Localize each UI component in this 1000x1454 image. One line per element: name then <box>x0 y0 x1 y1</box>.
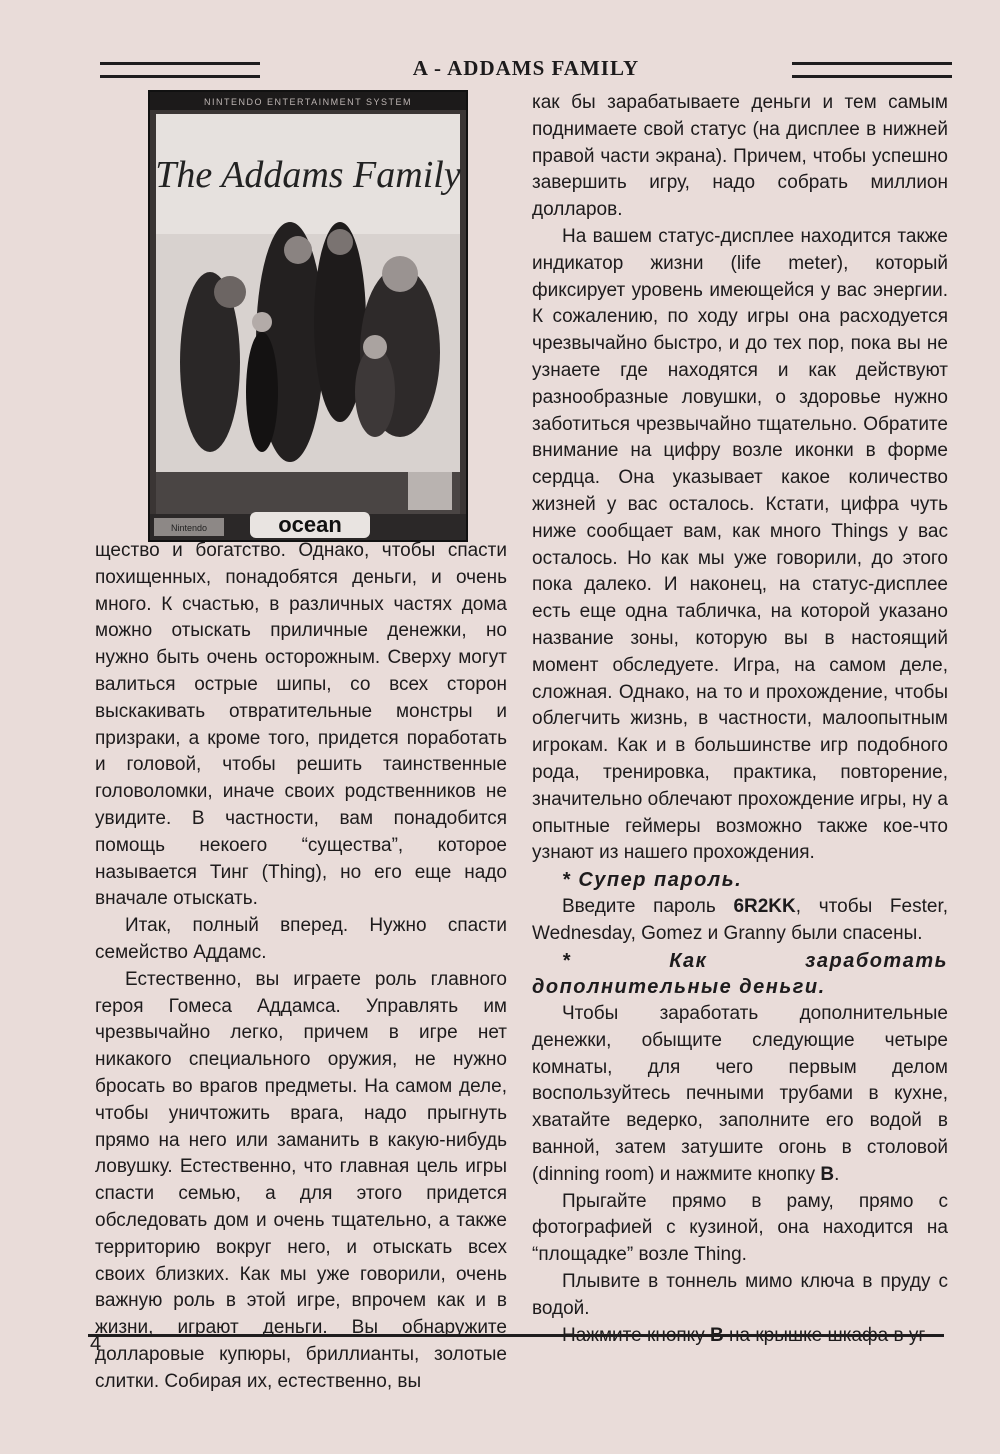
cover-logo-text: The Addams Family <box>155 154 461 196</box>
cover-publisher-logo: ocean <box>278 512 342 537</box>
paragraph-text: . <box>834 1163 840 1185</box>
paragraph: Естественно, вы играете роль главного героя Гомеса Аддамса. Управлять им чрезвычайно легко, причем в игре нет никакого специального оружия, не нужно бросать во врагов предметы. На самом деле, чтобы уничтожить врага, надо прыгнуть прямо на него или заманить в какую-нибудь ловушку. Естественно, что главная цель игры спасти семью, а для этого придется обследовать дом и очень тщательно, а также территорию вокруг него, и отыскать всех своих близких. Как мы уже говорили, очень важную роль в этой игре, впрочем как и в жизни, играют деньги. Вы обнаружите долларовые купюры, бриллианты, золотые слитки. Собирая их, естественно, вы <box>95 968 507 1392</box>
password-code: 6R2KK <box>733 895 796 917</box>
header-rule-left <box>100 62 260 78</box>
paragraph <box>532 894 948 948</box>
cover-illustration <box>150 92 466 540</box>
running-header-title: A - ADDAMS FAMILY <box>412 56 640 80</box>
paragraph-text: Чтобы заработать дополнительные денежки, обыщите следующие четыре комнаты, для чего первым делом воспользуйтесь печными трубами в кухне, хватайте ведерко, заполните его водой в ванной, затем затушите огонь в столовой (dinning room) и нажмите кнопку <box>532 1003 948 1185</box>
paragraph-text: Введите пароль <box>562 895 734 917</box>
paragraph: щество и богатство. Однако, чтобы спасти похищенных, понадобятся деньги, и очень много. К счастью, в различных частях дома можно отыскать приличные денежки, но нужно быть очень осторожным. Сверху могут валиться острые шипы, со всех сторон выскакивать отвратительные монстры и призраки, а кроме того, придется поработать и головой, чтобы решить таинственные головоломки, иначе своих родственников не увидите. В частности, вам понадобится помощь некоего “существа”, которое называется Тинг (Thing), но его еще надо вначале отыскать. <box>95 540 507 910</box>
paragraph: Прыгайте прямо в раму, прямо с фотографией с кузиной, она находится на “площадке” возле Thing. <box>532 1190 948 1266</box>
right-column-text <box>532 90 948 1349</box>
game-cover-image <box>148 90 468 542</box>
paragraph-text: , чтобы Fester, Wednesday, Gomez и Granny были спасены. <box>532 895 949 944</box>
section-heading-extra-money: * Как заработать дополнительные деньги. <box>532 949 948 999</box>
left-column-text <box>95 538 507 1396</box>
page-number: 4 <box>90 1333 102 1355</box>
header-rule-right <box>792 62 952 78</box>
section-heading-super-password: * Супер пароль. <box>562 869 743 892</box>
button-key: B <box>709 1324 724 1346</box>
paragraph: как бы зарабатываете деньги и тем самым поднимаете свой статус (на дисплее в нижней правой части экрана). Причем, чтобы успешно завершить игру, надо собрать миллион долларов. <box>532 92 948 221</box>
paragraph-text: Нажмите кнопку <box>562 1324 710 1346</box>
button-key: B <box>820 1163 835 1185</box>
paragraph: На вашем статус-дисплее находится также индикатор жизни (life meter), который фиксирует уровень имеющейся у вас энергии. К сожалению, по ходу игры она расходуется чрезвычайно быстро, и до тех пор, пока вы не узнаете где находятся и как действуют разнообразные ловушки, о здоровье нужно заботиться чрезвычайно тщательно. Обратите внимание на цифру возле иконки в форме сердца. Она указывает какое количество жизней у вас осталось. Кстати, цифра чуть ниже сообщает вам, как много Things у вас осталось. Но как мы уже говорили, до этого пока далеко. И наконец, на статус-дисплее есть еще одна табличка, на которой указано название зоны, которую вы в настоящий момент обследуете. Игра, на самом деле, сложная. Однако, на то и прохождение, чтобы облегчить жизнь, в частности, малоопытным игрокам. Как и в большинстве игр подобного рода, тренировка, практика, повторение, значительно облечают прохождение игры, ну а опытные геймеры возможно также кое-что узнают из нашего прохождения. <box>532 225 948 864</box>
paragraph <box>532 1001 948 1189</box>
cover-top-banner: NINTENDO ENTERTAINMENT SYSTEM <box>203 97 413 107</box>
paragraph: Итак, полный вперед. Нужно спасти семейство Аддамс. <box>95 915 507 963</box>
paragraph-text: на крышке шкафа в уг- <box>723 1324 932 1346</box>
cover-platform-badge: Nintendo <box>170 523 208 533</box>
paragraph: Плывите в тоннель мимо ключа в пруду с водой. <box>532 1271 948 1319</box>
footer-rule <box>88 1334 944 1337</box>
